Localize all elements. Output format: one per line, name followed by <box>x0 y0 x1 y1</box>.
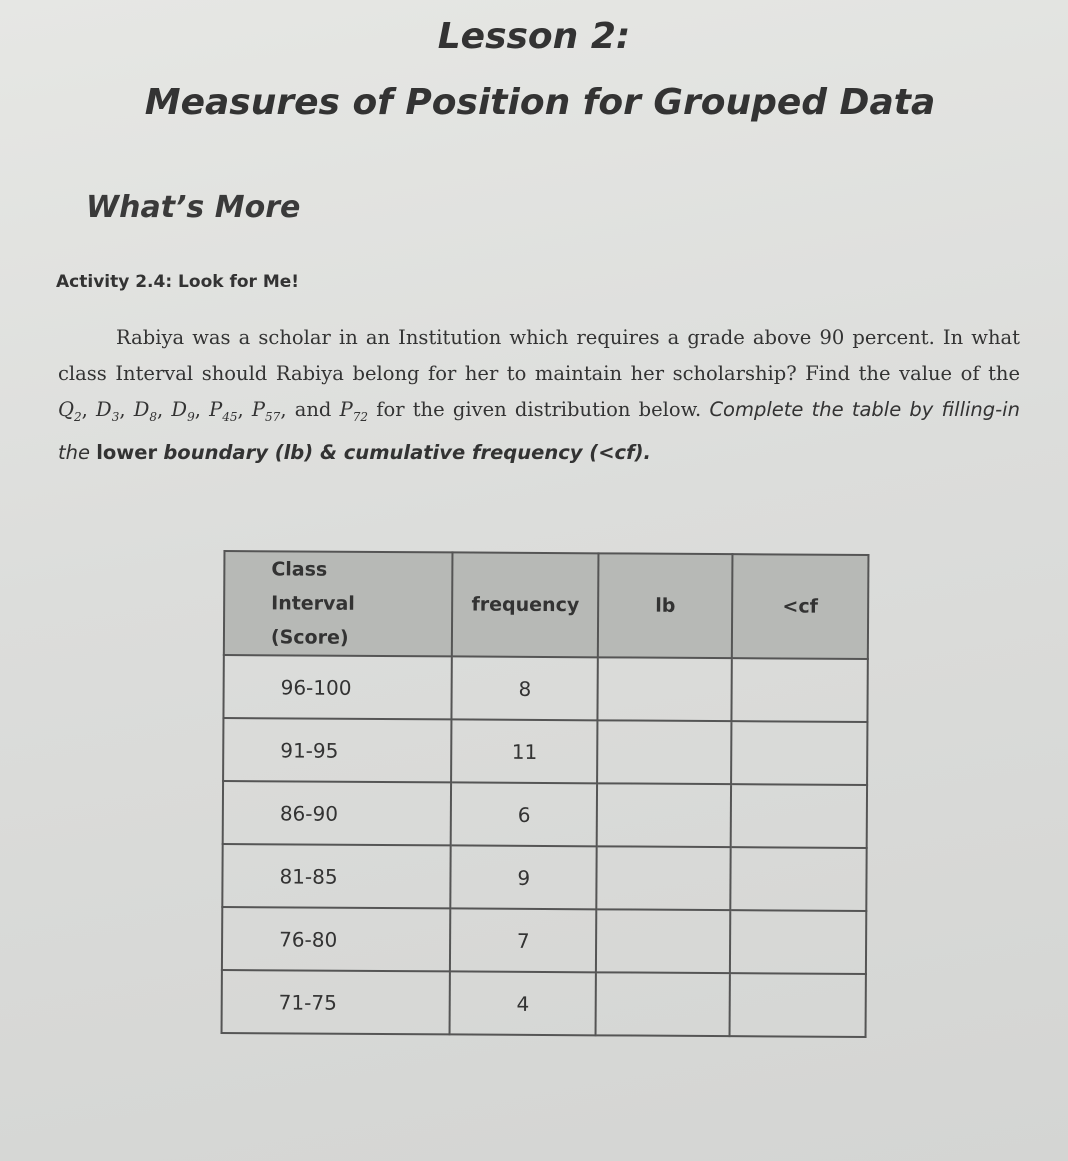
measure-d8: $D_8$ <box>133 398 158 424</box>
cf-cell[interactable] <box>731 784 867 848</box>
class-interval-cell: 71-75 <box>222 970 451 1034</box>
instruction-bold: lower <box>96 440 158 464</box>
frequency-cell: 6 <box>451 782 597 846</box>
lb-cell[interactable] <box>597 783 731 847</box>
activity-title: Activity 2.4: Look for Me! <box>56 272 300 292</box>
cf-cell[interactable] <box>731 721 867 785</box>
problem-instruction: Complete the table by filling-in the <box>58 398 1020 464</box>
lb-cell[interactable] <box>597 720 731 784</box>
frequency-cell: 8 <box>452 656 598 720</box>
header-lower-boundary: lb <box>598 553 732 658</box>
cf-cell[interactable] <box>730 910 866 974</box>
cf-cell[interactable] <box>730 847 866 911</box>
class-interval-cell: 96-100 <box>223 655 452 719</box>
measure-p45: $P_{45}$ <box>209 398 238 424</box>
header-frequency: frequency <box>452 552 599 657</box>
table-row <box>222 907 866 974</box>
class-interval-cell: 86-90 <box>223 781 452 845</box>
measure-q2: $Q_2$ <box>58 398 82 424</box>
instruction-bold-italic: boundary (lb) & cumulative frequency (<cf). <box>163 440 651 464</box>
measure-p57: $P_{57}$ <box>251 398 281 424</box>
table-row <box>222 970 866 1037</box>
frequency-table <box>221 550 870 1038</box>
lb-cell[interactable] <box>597 846 731 910</box>
measure-d3: $D_3$ <box>96 398 120 424</box>
table-row <box>222 844 866 911</box>
class-interval-cell: 91-95 <box>223 718 452 782</box>
table-row <box>223 718 867 785</box>
frequency-cell: 9 <box>451 845 597 909</box>
class-interval-cell: 76-80 <box>222 907 451 971</box>
measure-d9: $D_9$ <box>171 398 195 424</box>
cf-cell[interactable] <box>731 658 867 722</box>
frequency-cell: 11 <box>451 719 597 783</box>
header-cumulative-frequency: <cf <box>732 554 869 659</box>
frequency-cell: 4 <box>450 971 596 1035</box>
lesson-title: Measures of Position for Grouped Data <box>144 82 936 123</box>
class-interval-cell: 81-85 <box>222 844 451 908</box>
problem-continuation: for the given distribution below. <box>368 398 710 421</box>
lb-cell[interactable] <box>596 972 730 1036</box>
section-heading: What’s More <box>86 190 301 225</box>
problem-paragraph: Rabiya was a scholar in an Institution which requires a grade above 90 percent. In what class Interval should Rabiya belong for her to maintain her scholarship? Find the value of the $Q_2$, $D_3$, $D_8$, $D_9$, $P_{45}$, $P_{57}$, and $P_{72}$ for the given distribution below. Complete the table by filling-in the lower boundary (lb) & cumulative frequency (<cf). <box>58 326 1020 464</box>
lb-cell[interactable] <box>598 657 732 721</box>
measure-p72: $P_{72}$ <box>339 398 369 424</box>
header-class-interval: Class Interval (Score) <box>224 551 453 656</box>
table-row <box>223 655 867 722</box>
cf-cell[interactable] <box>730 973 866 1037</box>
table-header-row <box>224 551 869 659</box>
frequency-cell: 7 <box>450 908 596 972</box>
problem-intro: Rabiya was a scholar in an Institution which requires a grade above 90 percent. In what class Interval should Rabiya belong for her to maintain her scholarship? Find the value of the <box>58 326 1020 385</box>
table-row <box>223 781 867 848</box>
lb-cell[interactable] <box>596 909 730 973</box>
lesson-number: Lesson 2: <box>437 16 631 57</box>
